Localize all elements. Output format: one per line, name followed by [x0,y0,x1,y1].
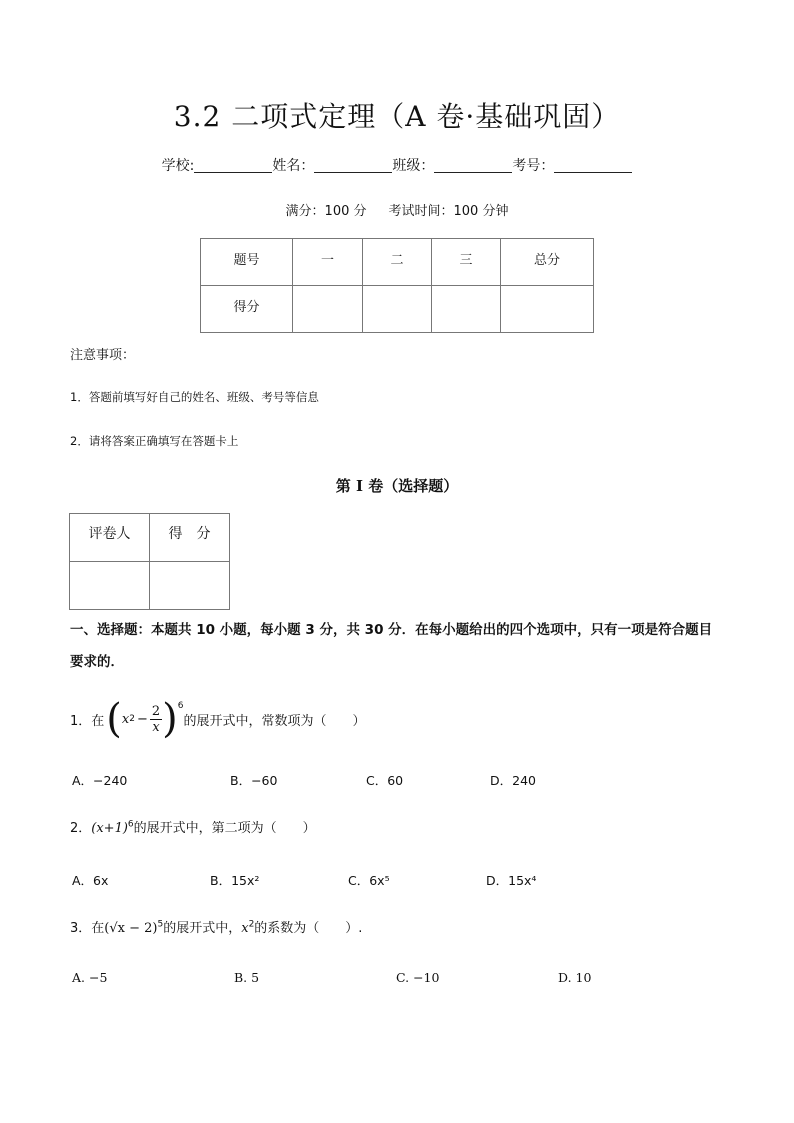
option-d[interactable]: D．240 [490,773,536,788]
question-number: 3．在 [70,921,105,936]
table-row [70,562,230,610]
option-b[interactable]: B．−60 [230,773,278,788]
table-cell: 二 [363,239,432,286]
option-c[interactable]: C．6x⁵ [348,873,390,888]
table-cell: 得分 [201,286,293,333]
table-cell: 一 [293,239,363,286]
notes-heading: 注意事项： [70,348,136,363]
question-text: 的展开式中，第二项为（ ） [133,821,316,836]
left-paren-glyph: ( [106,696,122,742]
school-blank[interactable] [194,158,272,173]
table-cell: 题号 [201,239,293,286]
table-row [70,514,230,562]
class-blank[interactable] [434,158,512,173]
school-label: 学校: [161,158,195,174]
variable: x [241,921,249,936]
question-number: 1．在 [70,713,105,729]
question-text: 的展开式中，常数项为（ ） [183,713,366,729]
table-cell: 三 [432,239,501,286]
option-c[interactable]: C. −10 [396,970,440,985]
option-b[interactable]: B．15x² [210,873,260,888]
note-item-1: 1．答题前填写好自己的姓名、班级、考号等信息 [70,390,319,404]
question-number: 2． [70,821,92,836]
outer-exponent: 6 [177,701,184,711]
name-label: 姓名： [272,158,315,174]
class-label: 班级： [392,158,435,174]
score-input-cell[interactable] [501,286,594,333]
minus-sign: − [136,711,148,727]
option-b[interactable]: B. 5 [234,970,260,985]
instruction-line: 一、选择题：本题共 10 小题，每小题 3 分，共 30 分．在每小题给出的四个选项中，只有一项是符合题目 [70,622,713,638]
question-2-expression: (x+1) [91,821,128,836]
outer-exponent: 5 [157,919,164,930]
outer-exponent: 6 [127,819,134,830]
exam-time: 考试时间：100 分钟 [388,204,509,219]
grader-input-cell[interactable] [70,562,150,610]
question-3-expression: (√x − 2) [104,921,158,936]
option-a[interactable]: A．−240 [72,773,128,788]
score-input-cell[interactable] [293,286,363,333]
table-cell: 总分 [501,239,594,286]
exam-meta [0,200,794,219]
name-blank[interactable] [314,158,392,173]
option-a[interactable]: A. −5 [72,970,108,985]
fraction [150,704,162,735]
right-paren-glyph: ) [162,696,178,742]
expr-base: x [121,711,130,727]
question-text: 的系数为（ ）. [254,921,363,936]
option-a[interactable]: A．6x [72,873,109,888]
student-info-line [0,155,794,175]
question-2 [70,817,316,836]
question-1 [70,697,366,741]
section-instruction [70,614,730,678]
fraction-denominator: x [152,719,160,735]
exam-number-blank[interactable] [554,158,632,173]
table-row [201,286,594,333]
grader-table [69,513,230,610]
page-title: 3.2 二项式定理（A 卷·基础巩固） [173,100,621,133]
question-1-expression [106,696,184,742]
table-row [201,239,594,286]
score-label: 得 分 [150,514,230,562]
question-text-mid: 的展开式中， [163,921,242,936]
grader-label: 评卷人 [70,514,150,562]
full-score: 满分：100 分 [285,204,367,219]
expr-exponent: 2 [129,714,135,724]
score-table [200,238,594,333]
option-d[interactable]: D. 10 [558,970,592,985]
exam-number-label: 考号： [512,158,555,174]
fraction-numerator: 2 [151,703,161,719]
score-input-cell[interactable] [432,286,501,333]
instruction-line: 要求的． [70,654,124,670]
score-input-cell[interactable] [363,286,432,333]
section-title: 第 I 卷（选择题） [335,477,459,495]
note-item-2: 2．请将答案正确填写在答题卡上 [70,434,239,448]
option-c[interactable]: C．60 [366,773,404,788]
variable-exponent: 2 [248,919,255,930]
question-3 [70,917,362,936]
score-input-cell[interactable] [150,562,230,610]
option-d[interactable]: D．15x⁴ [486,873,537,888]
